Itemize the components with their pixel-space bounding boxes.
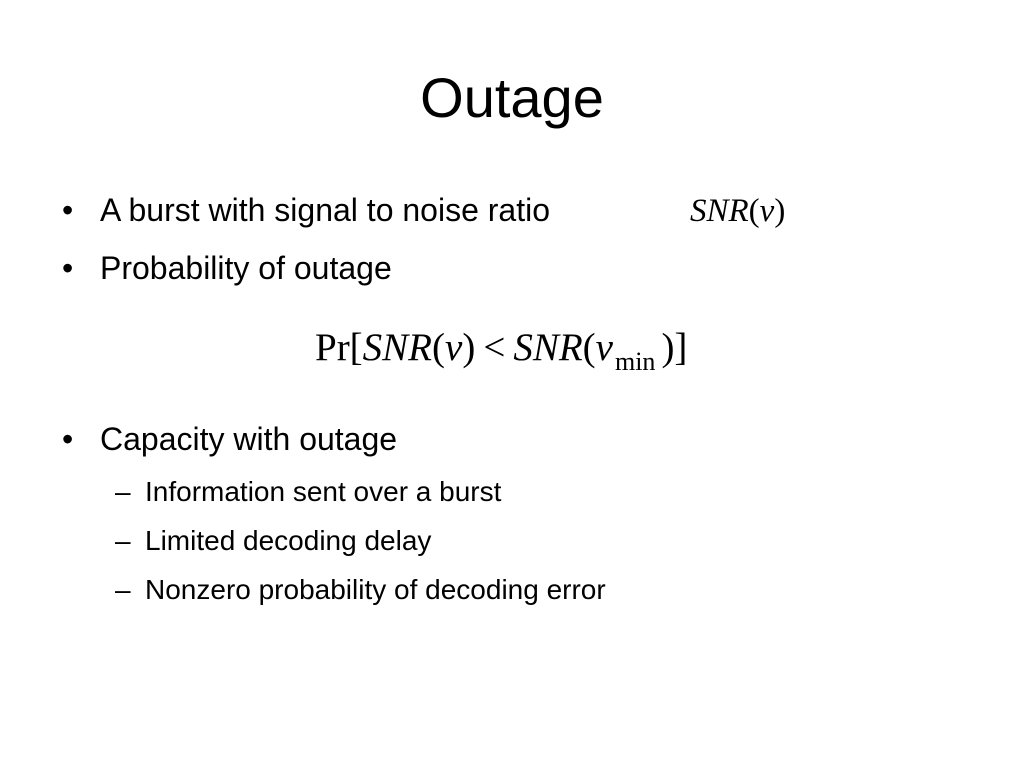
bullet-text: Probability of outage (100, 250, 392, 286)
bullet-text: Capacity with outage (100, 421, 398, 457)
bullet-snr (62, 190, 550, 230)
sub-bullet (115, 524, 431, 558)
nu-symbol: ν (759, 193, 775, 229)
bullet-marker: • (62, 421, 74, 457)
sub-bullet-marker: – (115, 476, 131, 507)
sub-bullet-text: Nonzero probability of decoding error (145, 574, 606, 605)
sub-bullet-text: Information sent over a burst (145, 476, 502, 507)
sub-bullet (115, 475, 501, 509)
bullet-marker: • (62, 192, 74, 228)
sub-bullet-marker: – (115, 574, 131, 605)
paren-close: ) (462, 326, 476, 369)
paren-open: ( (432, 326, 446, 369)
outage-probability-equation (315, 324, 687, 376)
bullet-probability (62, 248, 392, 288)
snr-symbol: SNR (690, 193, 749, 229)
snr-symbol: SNR (513, 326, 583, 369)
slide-title: Outage (420, 66, 604, 129)
bullet-text: A burst with signal to noise ratio (100, 192, 551, 228)
sub-bullet (115, 573, 606, 607)
sub-bullet-text: Limited decoding delay (145, 525, 432, 556)
bullet-capacity (62, 419, 397, 459)
less-than-symbol: < (483, 326, 506, 369)
paren-open: ( (582, 326, 596, 369)
paren-close: ) (774, 193, 786, 229)
bracket-close: )] (661, 326, 688, 369)
snr-inline-formula (690, 191, 785, 231)
sub-bullet-marker: – (115, 525, 131, 556)
nu-symbol: ν (445, 326, 463, 369)
bullet-marker: • (62, 250, 74, 286)
snr-symbol: SNR (362, 326, 433, 369)
pr-operator: Pr[ (315, 326, 363, 369)
min-subscript: min (614, 347, 656, 376)
paren-open: ( (748, 193, 760, 229)
nu-symbol: ν (595, 326, 613, 369)
